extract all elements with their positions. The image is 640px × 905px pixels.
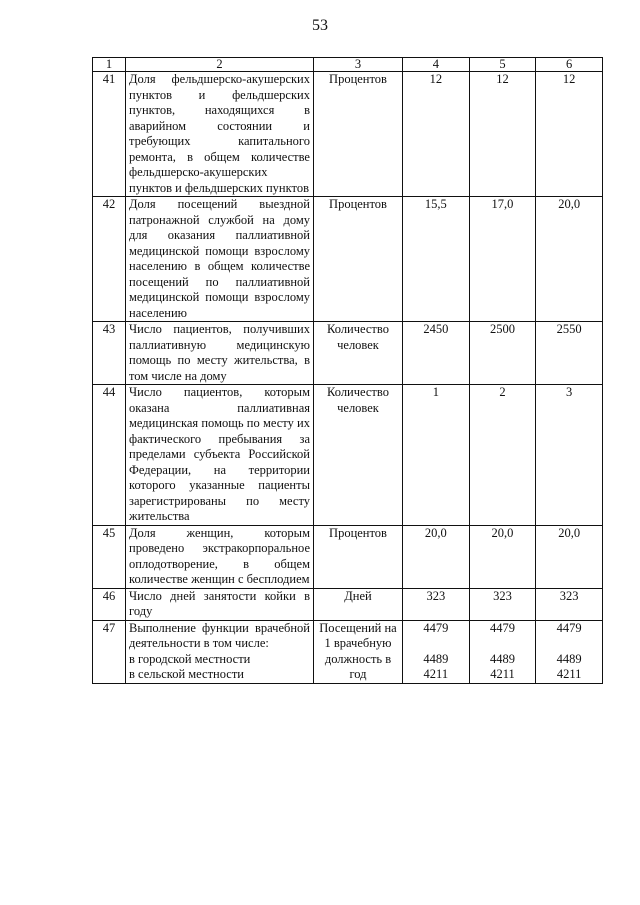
unit-cell: Количество человек xyxy=(314,322,403,385)
value-city: 4489 xyxy=(556,651,582,666)
value-rural: 4211 xyxy=(556,667,582,681)
indicator-name: Число пациентов, получивших паллиативную медицинскую помощь по месту жительства, в том числе на дому xyxy=(126,322,314,385)
table-row xyxy=(93,525,603,588)
indicator-name: Доля фельдшерско-акушерских пунктов и фельдшерских пунктов, находящихся в аварийном состоянии и требующих капитального ремонта, в общем количестве фельдшерско-акушерских пунктов и фельдшерских пунктов xyxy=(126,72,314,197)
unit-cell: Процентов xyxy=(314,525,403,588)
value-cell: 323 xyxy=(403,588,470,620)
value-total: 4479 xyxy=(423,620,449,635)
value-cell: 2450 xyxy=(403,322,470,385)
unit-cell: Посещений на 1 врачебную должность в год xyxy=(314,620,403,683)
value-cell: 2500 xyxy=(469,322,536,385)
value-city: 4489 xyxy=(489,651,515,666)
value-cell xyxy=(536,620,603,683)
unit-cell: Дней xyxy=(314,588,403,620)
table-row xyxy=(93,620,603,683)
unit-cell: Количество человек xyxy=(314,385,403,526)
indicator-name: Число пациентов, которым оказана паллиативная медицинская помощь по месту их фактического пребывания за пределами субъекта Российской Федерации, на территории которого указанные пациенты зарегистрированы по месту жительства xyxy=(126,385,314,526)
table-row xyxy=(93,322,603,385)
column-header: 5 xyxy=(469,58,536,72)
value-cell: 323 xyxy=(469,588,536,620)
column-header: 1 xyxy=(93,58,126,72)
value-cell: 1 xyxy=(403,385,470,526)
value-cell: 15,5 xyxy=(403,197,470,322)
row-number: 43 xyxy=(93,322,126,385)
value-cell: 20,0 xyxy=(469,525,536,588)
value-cell: 12 xyxy=(536,72,603,197)
value-cell: 323 xyxy=(536,588,603,620)
value-cell: 3 xyxy=(536,385,603,526)
value-total: 4479 xyxy=(489,620,515,635)
table-row xyxy=(93,385,603,526)
column-header: 4 xyxy=(403,58,470,72)
page-number: 53 xyxy=(312,17,328,34)
row-number: 47 xyxy=(93,620,126,683)
indicator-name-city: в городской местности xyxy=(129,651,251,666)
indicator-table xyxy=(92,57,603,684)
column-header: 2 xyxy=(126,58,314,72)
table-row xyxy=(93,588,603,620)
value-cell: 12 xyxy=(403,72,470,197)
row-number: 42 xyxy=(93,197,126,322)
value-cell: 12 xyxy=(469,72,536,197)
row-number: 45 xyxy=(93,525,126,588)
table-row xyxy=(93,197,603,322)
value-cell xyxy=(403,620,470,683)
value-cell: 2 xyxy=(469,385,536,526)
unit-cell: Процентов xyxy=(314,72,403,197)
value-cell: 2550 xyxy=(536,322,603,385)
value-cell: 17,0 xyxy=(469,197,536,322)
column-header: 6 xyxy=(536,58,603,72)
indicator-name xyxy=(126,620,314,683)
row-number: 46 xyxy=(93,588,126,620)
value-cell: 20,0 xyxy=(536,525,603,588)
value-rural: 4211 xyxy=(490,667,515,681)
unit-cell: Процентов xyxy=(314,197,403,322)
indicator-name: Число дней занятости койки в году xyxy=(126,588,314,620)
value-cell: 20,0 xyxy=(403,525,470,588)
row-number: 44 xyxy=(93,385,126,526)
value-cell: 20,0 xyxy=(536,197,603,322)
indicator-name-rural: в сельской местности xyxy=(129,667,244,681)
indicator-name: Доля женщин, которым проведено экстракорпоральное оплодотворение, в общем количестве женщин с бесплодием xyxy=(126,525,314,588)
value-total: 4479 xyxy=(556,620,582,635)
table-row xyxy=(93,72,603,197)
indicator-name: Доля посещений выездной патронажной службой на дому для оказания паллиативной медицинской помощи взрослому населению в общем количестве посещений по паллиативной медицинской помощи взрослому населению xyxy=(126,197,314,322)
column-header: 3 xyxy=(314,58,403,72)
value-city: 4489 xyxy=(423,651,449,666)
indicator-name-main: Выполнение функции врачебной деятельности в том числе: xyxy=(129,620,310,650)
value-cell xyxy=(469,620,536,683)
row-number: 41 xyxy=(93,72,126,197)
header-row xyxy=(93,58,603,72)
value-rural: 4211 xyxy=(423,667,449,681)
